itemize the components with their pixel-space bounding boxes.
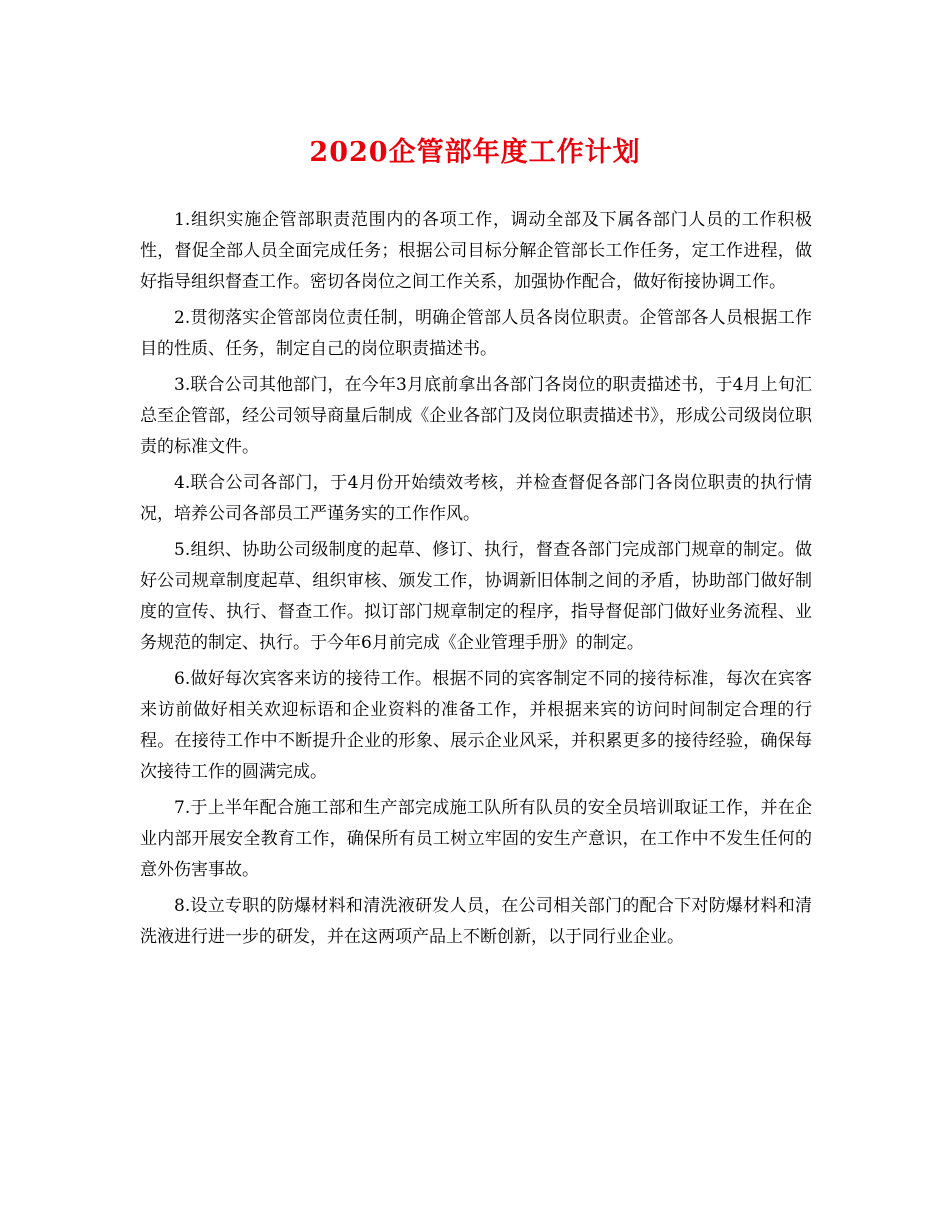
paragraph-4: 4.联合公司各部门，于4月份开始绩效考核，并检查督促各部门各岗位职责的执行情况，培养公司各部员工严谨务实的工作作风。: [140, 473, 812, 524]
paragraph-6: 6.做好每次宾客来访的接待工作。根据不同的宾客制定不同的接待标准，每次在宾客来访前做好相关欢迎标语和企业资料的准备工作，并根据来宾的访问时间制定合理的行程。在接待工作中不断提升企业的形象、展示企业风采，并积累更多的接待经验，确保每次接待工作的圆满完成。: [140, 669, 812, 782]
paragraph-2: 2.贯彻落实企管部岗位责任制，明确企管部人员各岗位职责。企管部各人员根据工作目的性质、任务，制定自己的岗位职责描述书。: [140, 308, 812, 359]
paragraph-8: 8.设立专职的防爆材料和清洗液研发人员，在公司相关部门的配合下对防爆材料和清洗液进行进一步的研发，并在这两项产品上不断创新，以于同行业企业。: [140, 896, 812, 947]
page-title: 2020企管部年度工作计划: [309, 137, 641, 168]
paragraph-5: 5.组织、协助公司级制度的起草、修订、执行，督查各部门完成部门规章的制定。做好公司规章制度起草、组织审核、颁发工作，协调新旧体制之间的矛盾，协助部门做好制度的宣传、执行、督查工作。拟订部门规章制定的程序，指导督促部门做好业务流程、业务规范的制定、执行。于今年6月前完成《企业管理手册》的制定。: [140, 540, 812, 653]
document-body: [140, 205, 812, 958]
paragraph-7: 7.于上半年配合施工部和生产部完成施工队所有队员的安全员培训取证工作，并在企业内部开展安全教育工作，确保所有员工树立牢固的安生产意识，在工作中不发生任何的意外伤害事故。: [140, 798, 812, 880]
paragraph-1: 1.组织实施企管部职责范围内的各项工作，调动全部及下属各部门人员的工作积极性，督促全部人员全面完成任务；根据公司目标分解企管部长工作任务，定工作进程，做好指导组织督查工作。密切各岗位之间工作关系，加强协作配合，做好衔接协调工作。: [140, 210, 812, 292]
paragraph-3: 3.联合公司其他部门，在今年3月底前拿出各部门各岗位的职责描述书，于4月上旬汇总至企管部，经公司领导商量后制成《企业各部门及岗位职责描述书》，形成公司级岗位职责的标准文件。: [140, 375, 812, 457]
